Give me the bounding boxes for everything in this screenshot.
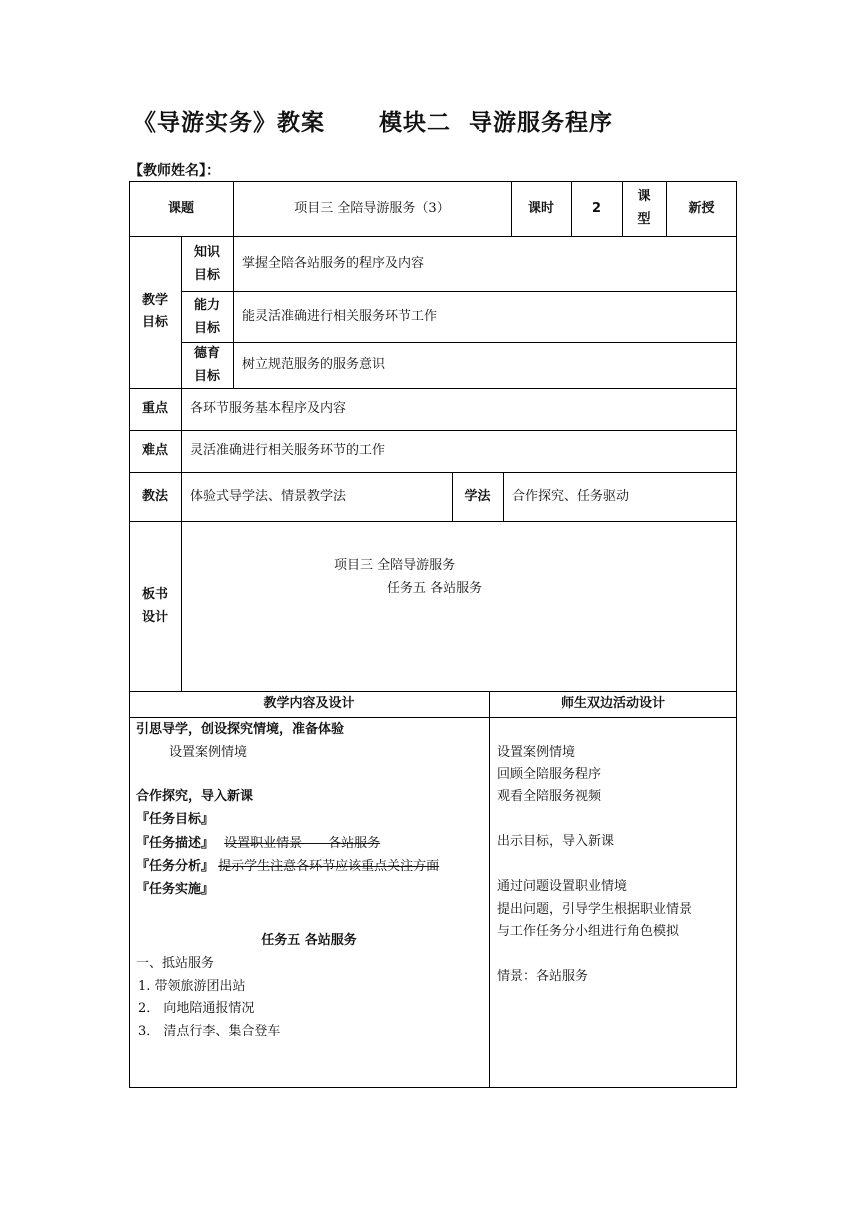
goals-label: 目标 (141, 315, 168, 330)
content-header-left: 教学内容及设计 (263, 696, 355, 711)
task-analysis (136, 856, 439, 878)
row-divider (129, 430, 737, 431)
task-title: 任务五 各站服务 (261, 933, 357, 948)
difficulty-label: 难点 (141, 443, 168, 458)
row-divider (129, 472, 737, 473)
hours-label: 课时 (527, 201, 554, 216)
ability-goal-label: 目标 (193, 321, 220, 336)
key-point-label: 重点 (141, 401, 168, 416)
task-description-value: 设置职业情景——各站服务 (224, 836, 381, 851)
board-line: 项目三 全陪导游服务 (334, 558, 456, 573)
col-divider (503, 472, 504, 521)
ability-goal-label: 能力 (193, 298, 220, 313)
type-label: 型 (637, 212, 651, 227)
activity-line: 设置案例情境 (497, 745, 576, 760)
task-analysis-label: 『任务分析』 (136, 859, 215, 874)
activity-line: 提出问题，引导学生根据职业情景 (497, 902, 693, 917)
row-divider (129, 236, 737, 237)
type-label: 课 (637, 189, 651, 204)
row-divider (129, 717, 737, 718)
board-design-label: 板书 (141, 587, 168, 602)
activity-line: 情景：各站服务 (497, 969, 589, 984)
goals-label: 教学 (141, 293, 168, 308)
col-divider (489, 691, 490, 1088)
row-divider (129, 521, 737, 522)
board-design-label: 设计 (141, 610, 168, 625)
topic-label: 课题 (167, 201, 194, 216)
activity-line: 通过问题设置职业情境 (497, 879, 628, 894)
row-divider (129, 691, 737, 692)
learning-method-value: 合作探究、任务驱动 (512, 489, 630, 504)
hours-value: 2 (591, 201, 602, 216)
moral-goal-value: 树立规范服务的服务意识 (242, 357, 386, 372)
task-description-label: 『任务描述』 (136, 836, 215, 851)
section-title: 合作探究，导入新课 (136, 789, 254, 804)
teaching-method-value: 体验式导学法、情景教学法 (190, 489, 347, 504)
ability-goal-value: 能灵活准确进行相关服务环节工作 (242, 309, 438, 324)
step-item: 2． 向地陪通报情况 (138, 1001, 255, 1016)
step-item: 1. 带领旅游团出站 (138, 979, 246, 994)
moral-goal-label: 目标 (193, 369, 220, 384)
moral-goal-label: 德育 (193, 346, 220, 361)
task-description (136, 833, 380, 855)
activity-line: 出示目标，导入新课 (497, 834, 615, 849)
teaching-method-label: 教法 (141, 489, 168, 504)
activity-line: 回顾全陪服务程序 (497, 767, 602, 782)
knowledge-goal-label: 目标 (193, 268, 220, 283)
page-title: 《导游实务》教案 模块二 导游服务程序 (133, 110, 614, 136)
row-divider (181, 342, 737, 343)
task-analysis-value: 提示学生注意各环节应该重点关注方面 (218, 859, 440, 874)
section-item: 设置案例情境 (169, 745, 248, 760)
step-item: 3． 清点行李、集合登车 (138, 1024, 281, 1039)
topic-value: 项目三 全陪导游服务（3） (294, 201, 450, 216)
row-divider (129, 388, 737, 389)
col-divider (233, 236, 234, 388)
section-title: 引思导学，创设探究情境，准备体验 (136, 722, 345, 737)
learning-method-label: 学法 (464, 489, 491, 504)
task-goal-label: 『任务目标』 (136, 812, 215, 827)
content-header-right: 师生双边活动设计 (560, 696, 665, 711)
key-point-value: 各环节服务基本程序及内容 (190, 401, 347, 416)
type-value: 新授 (688, 201, 715, 216)
knowledge-goal-label: 知识 (193, 245, 220, 260)
activity-line: 观看全陪服务视频 (497, 789, 602, 804)
difficulty-value: 灵活准确进行相关服务环节的工作 (190, 443, 386, 458)
task-implementation-label: 『任务实施』 (136, 882, 215, 897)
teacher-name-label: 【教师姓名】： (129, 163, 220, 179)
board-line: 任务五 各站服务 (387, 581, 483, 596)
part-heading: 一、抵站服务 (136, 956, 215, 971)
activity-line: 与工作任务分小组进行角色模拟 (497, 924, 680, 939)
knowledge-goal-value: 掌握全陪各站服务的程序及内容 (242, 256, 425, 271)
row-divider (181, 291, 737, 292)
